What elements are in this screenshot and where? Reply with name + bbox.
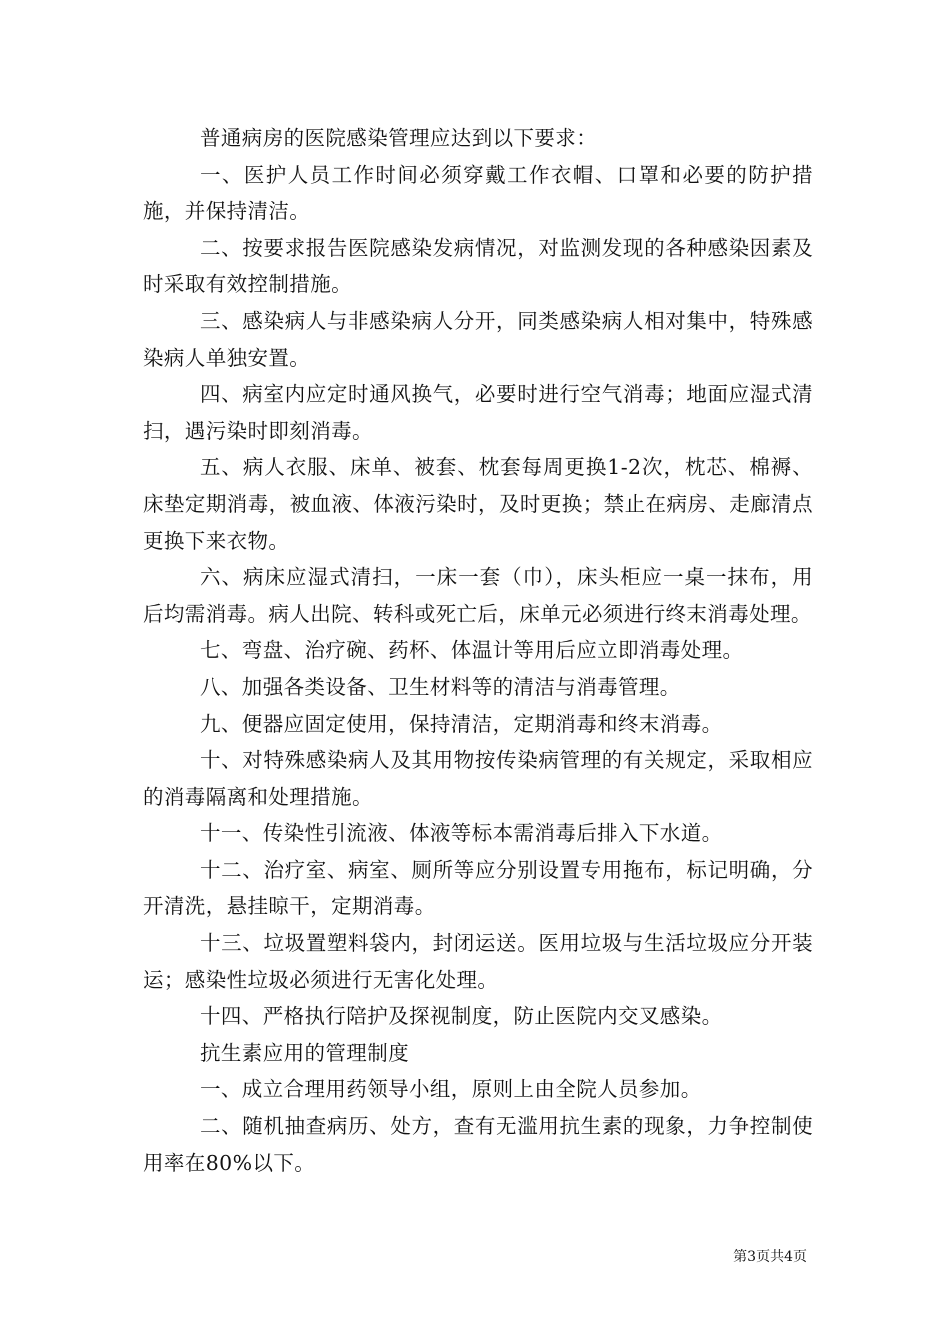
paragraph-antibiotics-2: 二、随机抽查病历、处方，查有无滥用抗生素的现象，力争控制使用率在80%以下。 (143, 1114, 813, 1175)
paragraph-item-14: 十四、严格执行陪护及探视制度，防止医院内交叉感染。 (200, 1004, 723, 1029)
page-number-footer: 第3页共4页 (733, 1249, 807, 1265)
paragraph-item-11: 十一、传染性引流液、体液等标本需消毒后排入下水道。 (200, 821, 723, 846)
paragraph-item-2: 二、按要求报告医院感染发病情况，对监测发现的各种感染因素及时采取有效控制措施。 (143, 235, 813, 297)
paragraph-item-10: 十、对特殊感染病人及其用物按传染病管理的有关规定，采取相应的消毒隔离和处理措施。 (143, 748, 813, 809)
paragraph-item-1: 一、医护人员工作时间必须穿戴工作衣帽、口罩和必要的防护措施，并保持清洁。 (143, 162, 813, 224)
paragraph-antibiotics-1: 一、成立合理用药领导小组，原则上由全院人员参加。 (200, 1077, 702, 1102)
paragraph-item-9: 九、便器应固定使用，保持清洁，定期消毒和终末消毒。 (200, 711, 723, 736)
paragraph-item-8: 八、加强各类设备、卫生材料等的清洁与消毒管理。 (200, 674, 681, 699)
document-body (143, 120, 813, 1181)
paragraph-item-13: 十三、垃圾置塑料袋内，封闭运送。医用垃圾与生活垃圾应分开装运；感染性垃圾必须进行无害化处理。 (143, 931, 813, 992)
paragraph-item-5: 五、病人衣服、床单、被套、枕套每周更换1-2次，枕芯、棉褥、床垫定期消毒，被血液、体液污染时，及时更换；禁止在病房、走廊清点更换下来衣物。 (143, 455, 813, 553)
paragraph-item-3: 三、感染病人与非感染病人分开，同类感染病人相对集中，特殊感染病人单独安置。 (143, 308, 813, 370)
paragraph-intro: 普通病房的医院感染管理应达到以下要求： (200, 126, 598, 150)
paragraph-item-7: 七、弯盘、治疗碗、药杯、体温计等用后应立即消毒处理。 (200, 638, 744, 663)
paragraph-item-6: 六、病床应湿式清扫，一床一套（巾），床头柜应一桌一抹布，用后均需消毒。病人出院、转科或死亡后，床单元必须进行终末消毒处理。 (143, 565, 813, 626)
section-heading-antibiotics: 抗生素应用的管理制度 (200, 1040, 409, 1065)
paragraph-item-12: 十二、治疗室、病室、厕所等应分别设置专用拖布，标记明确，分开清洗，悬挂晾干，定期消毒。 (143, 857, 813, 919)
paragraph-item-4: 四、病室内应定时通风换气，必要时进行空气消毒；地面应湿式清扫，遇污染时即刻消毒。 (143, 382, 813, 443)
